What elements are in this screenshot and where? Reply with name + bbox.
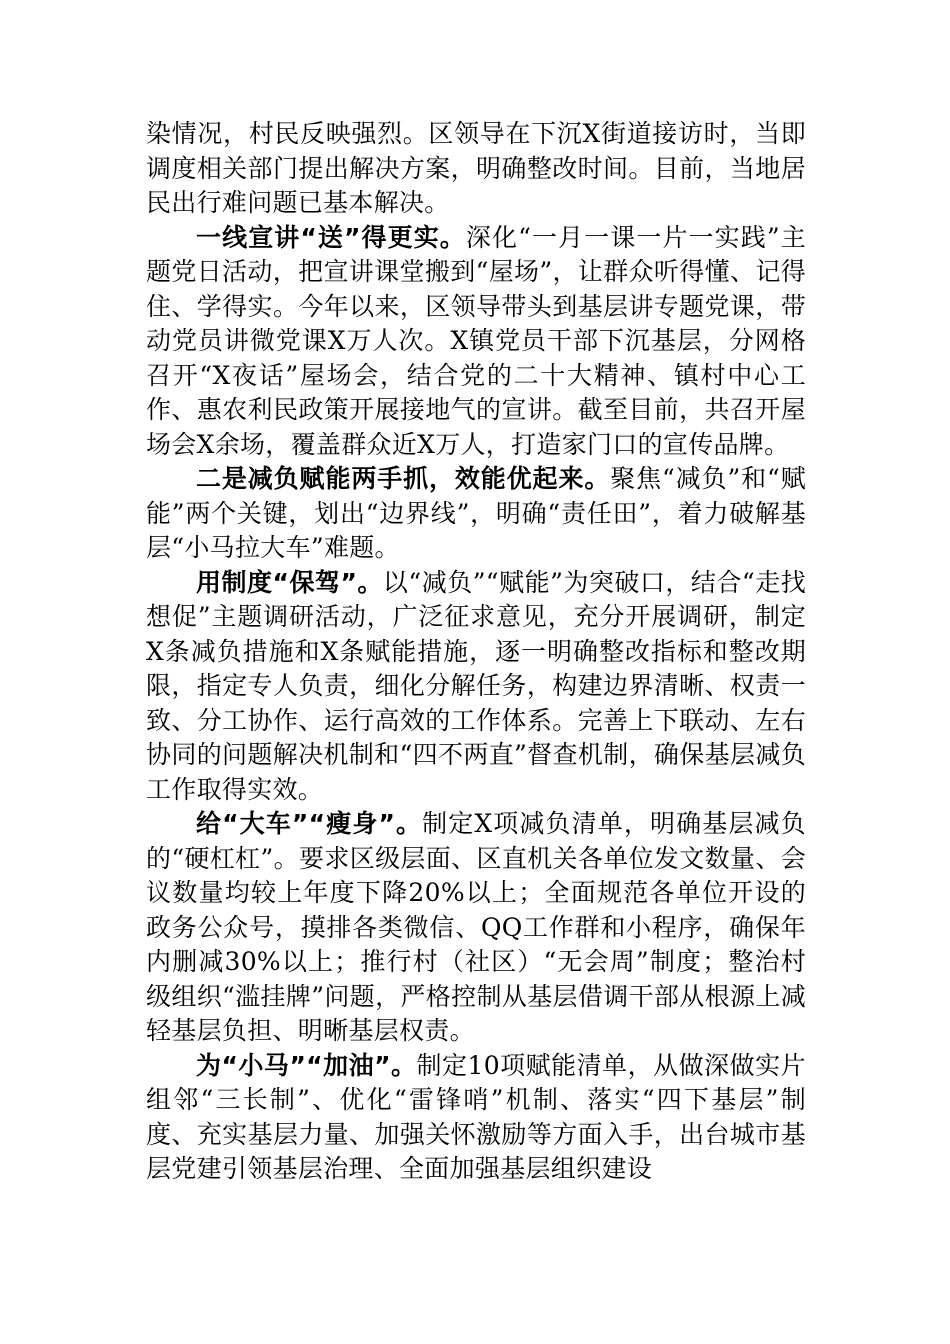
paragraph-2-body: 深化“一月一课一片一实践”主题党日活动，把宣讲课堂搬到“屋场”，让群众听得懂、记得住、学得实。今年以来，区领导带头到基层讲专题党课，带动党员讲微党课X万人次。X镇党员干部下沉基层，分网格召开“X夜话”屋场会，结合党的二十大精神、镇村中心工作、惠农利民政策开展接地气的宣讲。截至目前，共召开屋场会X余场，覆盖群众近X万人，打造家门口的宣传品牌。 (146, 222, 806, 459)
paragraph-5 (146, 807, 806, 1049)
paragraph-1 (146, 117, 806, 221)
paragraph-3-body: 聚焦“减负”和“赋能”两个关键，划出“边界线”，明确“责任田”，着力破解基层“小马拉大车”难题。 (146, 464, 806, 562)
paragraph-6-heading: 为“小马”“加油”。 (196, 1050, 417, 1080)
paragraph-2 (146, 221, 806, 463)
paragraph-4-heading: 用制度“保驾”。 (196, 567, 383, 597)
document-body (146, 117, 806, 1187)
paragraph-6 (146, 1049, 806, 1187)
paragraph-2-heading: 一线宣讲“送”得更实。 (196, 222, 466, 252)
paragraph-5-heading: 给“大车”“瘦身”。 (196, 809, 423, 838)
paragraph-4-body: 以“减负”“赋能”为突破口，结合“走找想促”主题调研活动，广泛征求意见，充分开展调研，制定X条减负措施和X条赋能措施，逐一明确整改指标和整改期限，指定专人负责，细化分解任务，构建边界清晰、权责一致、分工协作、运行高效的工作体系。完善上下联动、左右协同的问题解决机制和“四不两直”督查机制，确保基层减负工作取得实效。 (146, 567, 806, 804)
paragraph-4 (146, 566, 806, 808)
paragraph-1-body: 染情况，村民反映强烈。区领导在下沉X街道接访时，当即调度相关部门提出解决方案，明确整改时间。目前，当地居民出行难问题已基本解决。 (146, 119, 806, 217)
paragraph-5-body: 制定X项减负清单，明确基层减负的“硬杠杠”。要求区级层面、区直机关各单位发文数量、会议数量均较上年度下降20%以上；全面规范各单位开设的政务公众号，摸排各类微信、QQ工作群和小程序，确保年内删减30%以上；推行村（社区）“无会周”制度；整治村级组织“滥挂牌”问题，严格控制从基层借调干部从根源上减轻基层负担、明晰基层权责。 (146, 809, 806, 1045)
paragraph-6-body: 制定10项赋能清单，从做深做实片组邻“三长制”、优化“雷锋哨”机制、落实“四下基层”制度、充实基层力量、加强关怀激励等方面入手，出台城市基层党建引领基层治理、全面加强基层组织建设 (146, 1050, 806, 1183)
paragraph-3 (146, 462, 806, 566)
paragraph-3-heading: 二是减负赋能两手抓，效能优起来。 (196, 464, 611, 493)
